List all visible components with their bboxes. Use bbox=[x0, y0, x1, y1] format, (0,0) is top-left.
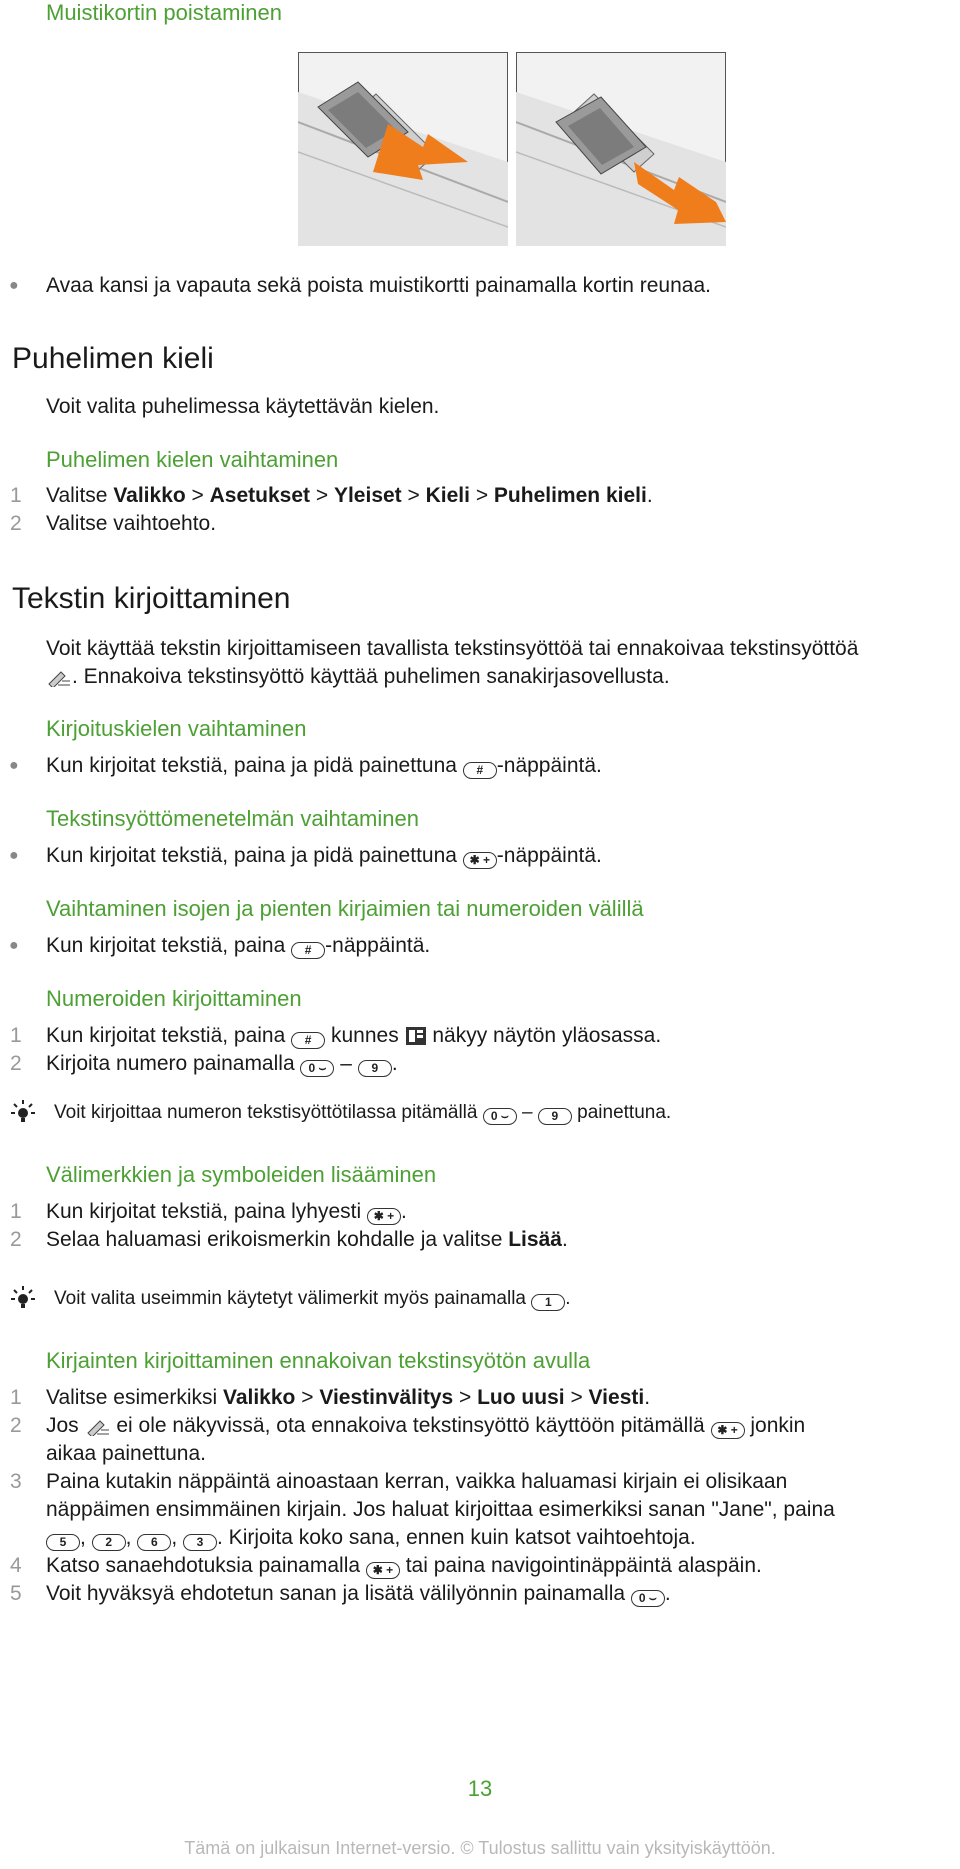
card-insert-illustration bbox=[298, 52, 508, 246]
subheading: Vaihtaminen isojen ja pienten kirjaimien tai numeroiden välillä bbox=[46, 896, 644, 921]
section-heading-remove-card: Muistikortin poistaminen bbox=[46, 0, 282, 25]
zero-key-icon: 0 ⌣ bbox=[483, 1108, 517, 1125]
number-mode-icon bbox=[405, 1026, 427, 1046]
nine-key-icon: 9 bbox=[358, 1060, 392, 1077]
section-title-text-input: Tekstin kirjoittaminen bbox=[12, 582, 291, 615]
hash-key-icon: # bbox=[463, 762, 497, 779]
hash-key-icon: # bbox=[291, 942, 325, 959]
card-remove-illustration bbox=[516, 52, 726, 246]
subheading: Kirjoituskielen vaihtaminen bbox=[46, 716, 307, 741]
predictive-pen-icon bbox=[46, 669, 72, 687]
subheading: Tekstinsyöttömenetelmän vaihtaminen bbox=[46, 806, 419, 831]
star-key-icon: ✱ + bbox=[463, 852, 497, 869]
bullet-icon: ● bbox=[9, 277, 19, 294]
paragraph: Voit käyttää tekstin kirjoittamiseen tavallista tekstinsyöttöä tai ennakoivaa tekstinsyöttöä . Ennakoiva tekstinsyöttö käyttää puhelimen sanakirjasovellusta. bbox=[46, 637, 859, 688]
tip-bulb-icon bbox=[8, 1284, 38, 1312]
nine-key-icon: 9 bbox=[538, 1108, 572, 1125]
star-key-icon: ✱ + bbox=[711, 1422, 745, 1439]
subheading: Puhelimen kielen vaihtaminen bbox=[46, 447, 339, 472]
three-key-icon: 3 bbox=[183, 1534, 217, 1551]
zero-key-icon: 0 ⌣ bbox=[300, 1060, 334, 1077]
tip-bulb-icon bbox=[8, 1098, 38, 1126]
star-key-icon: ✱ + bbox=[366, 1562, 400, 1579]
six-key-icon: 6 bbox=[137, 1534, 171, 1551]
star-key-icon: ✱ + bbox=[367, 1208, 401, 1225]
subheading: Kirjainten kirjoittaminen ennakoivan tekstinsyötön avulla bbox=[46, 1348, 591, 1373]
one-key-icon: 1 bbox=[531, 1294, 565, 1311]
section-title-language: Puhelimen kieli bbox=[12, 342, 214, 375]
paragraph: Voit valita puhelimessa käytettävän kielen. bbox=[46, 395, 440, 418]
footer-note: Tämä on julkaisun Internet-versio. © Tulostus sallittu vain yksityiskäyttöön. bbox=[184, 1838, 776, 1858]
two-key-icon: 2 bbox=[92, 1534, 126, 1551]
five-key-icon: 5 bbox=[46, 1534, 80, 1551]
subheading: Numeroiden kirjoittaminen bbox=[46, 986, 302, 1011]
subheading: Välimerkkien ja symboleiden lisääminen bbox=[46, 1162, 437, 1187]
page-number: 13 bbox=[467, 1776, 493, 1801]
zero-key-icon: 0 ⌣ bbox=[631, 1590, 665, 1607]
predictive-pen-icon bbox=[85, 1418, 111, 1436]
hash-key-icon: # bbox=[291, 1032, 325, 1049]
